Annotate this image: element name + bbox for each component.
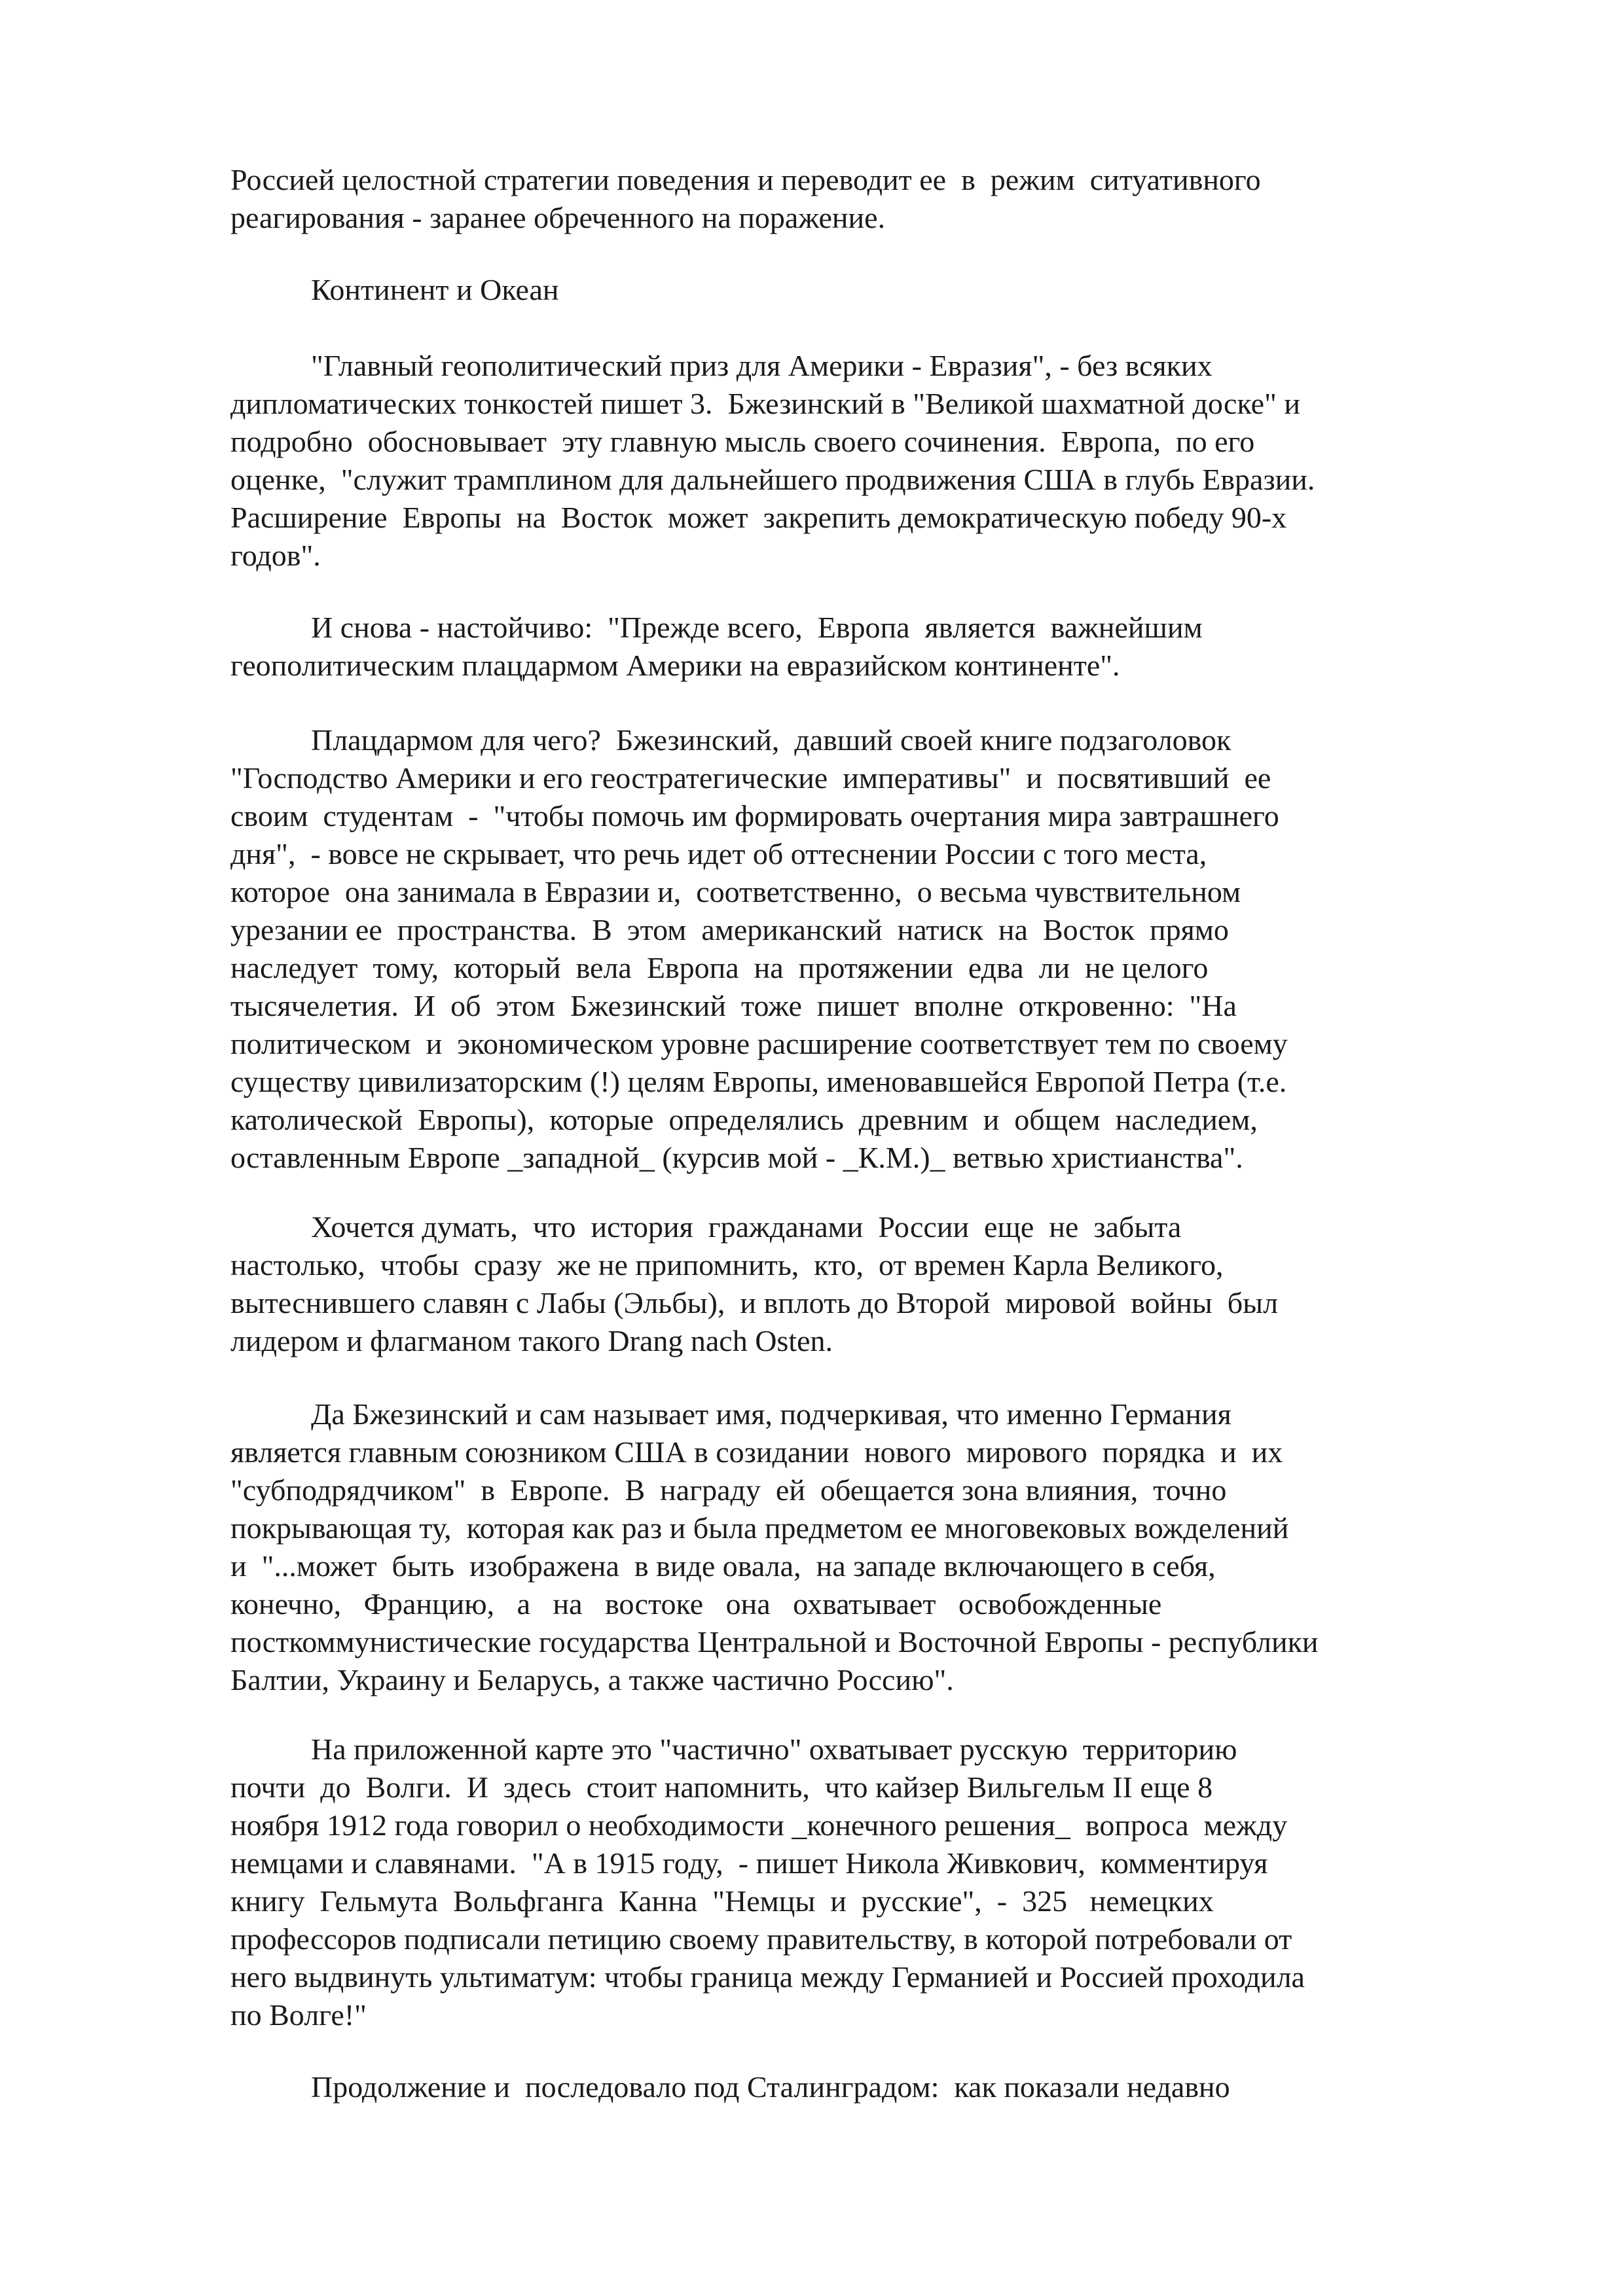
- text-line: "Господство Америки и его геостратегические императивы" и посвятивший ее: [230, 761, 1271, 795]
- text-line: И снова - настойчиво: "Прежде всего, Европа является важнейшим: [311, 611, 1203, 644]
- text-line: немцами и славянами. "А в 1915 году, - пишет Никола Живкович, комментируя: [230, 1846, 1268, 1880]
- text-line: реагирования - заранее обреченного на поражение.: [230, 201, 886, 234]
- paragraph: [230, 1731, 1429, 2034]
- text-line: книгу Гельмута Вольфганга Канна "Немцы и русские", - 325 немецких: [230, 1884, 1214, 1918]
- text-line: лидером и флагманом такого Drang nach Osten.: [230, 1324, 833, 1357]
- text-line: политическом и экономическом уровне расширение соответствует тем по своему: [230, 1027, 1288, 1060]
- text-line: профессоров подписали петицию своему правительству, в которой потребовали от: [230, 1922, 1292, 1956]
- paragraph: [230, 609, 1429, 685]
- text-line: На приложенной карте это "частично" охватывает русскую территорию: [311, 1732, 1237, 1766]
- text-line: подробно обосновывает эту главную мысль своего сочинения. Европа, по его: [230, 425, 1255, 458]
- text-line: является главным союзником США в созидании нового мирового порядка и их: [230, 1435, 1283, 1469]
- paragraph: [230, 347, 1429, 575]
- text-line: по Волге!": [230, 1998, 367, 2032]
- text-line: конечно, Францию, а на востоке она охватывает освобожденные: [230, 1587, 1162, 1621]
- text-line: Хочется думать, что история гражданами России еще не забыта: [311, 1210, 1182, 1244]
- text-line: Плацдармом для чего? Бжезинский, давший своей книге подзаголовок: [311, 723, 1231, 757]
- text-line: своим студентам - "чтобы помочь им формировать очертания мира завтрашнего: [230, 799, 1279, 833]
- paragraph: [230, 721, 1429, 1177]
- text-line: годов".: [230, 539, 321, 572]
- paragraph: [230, 1208, 1429, 1360]
- paragraph-continuation: [230, 161, 1429, 237]
- text-line: вытеснившего славян с Лабы (Эльбы), и вплоть до Второй мировой войны был: [230, 1286, 1279, 1319]
- text-line: настолько, чтобы сразу же не припомнить, кто, от времен Карла Великого,: [230, 1248, 1224, 1282]
- text-line: Россией целостной стратегии поведения и переводит ее в режим ситуативного: [230, 163, 1261, 196]
- text-line: него выдвинуть ультиматум: чтобы граница между Германией и Россией проходила: [230, 1960, 1305, 1994]
- text-line: которое она занимала в Евразии и, соответственно, о весьма чувствительном: [230, 875, 1241, 908]
- paragraph: [230, 1395, 1429, 1699]
- text-line: Расширение Европы на Восток может закрепить демократическую победу 90-х: [230, 501, 1287, 534]
- text-line: католической Европы), которые определялись древним и общем наследием,: [230, 1103, 1258, 1136]
- paragraph: [230, 2068, 1429, 2106]
- text-line: покрывающая ту, которая как раз и была предметом ее многовековых вожделений: [230, 1511, 1289, 1545]
- text-line: тысячелетия. И об этом Бжезинский тоже пишет вполне откровенно: "На: [230, 989, 1237, 1022]
- text-line: урезании ее пространства. В этом американский натиск на Восток прямо: [230, 913, 1229, 946]
- text-line: посткоммунистические государства Центральной и Восточной Европы - республики: [230, 1625, 1319, 1659]
- text-line: "субподрядчиком" в Европе. В награду ей обещается зона влияния, точно: [230, 1473, 1227, 1507]
- text-line: дипломатических тонкостей пишет 3. Бжезинский в "Великой шахматной доске" и: [230, 387, 1300, 420]
- text-line: дня", - вовсе не скрывает, что речь идет об оттеснении России с того места,: [230, 837, 1207, 870]
- text-line: наследует тому, который вела Европа на протяжении едва ли не целого: [230, 951, 1209, 984]
- text-line: оставленным Европе _западной_ (курсив мой - _К.М.)_ ветвью христианства".: [230, 1141, 1243, 1174]
- text-line: существу цивилизаторским (!) целям Европы, именовавшейся Европой Петра (т.е.: [230, 1065, 1287, 1098]
- text-line: почти до Волги. И здесь стоит напомнить, что кайзер Вильгельм II еще 8: [230, 1770, 1213, 1804]
- text-line: Да Бжезинский и сам называет имя, подчеркивая, что именно Германия: [311, 1397, 1231, 1431]
- text-line: и "...может быть изображена в виде овала, на западе включающего в себя,: [230, 1549, 1216, 1583]
- text-line: оценке, "служит трамплином для дальнейшего продвижения США в глубь Евразии.: [230, 463, 1315, 496]
- section-heading: [230, 271, 1429, 309]
- heading-text: Континент и Океан: [311, 273, 559, 306]
- text-line: Балтии, Украину и Беларусь, а также частично Россию".: [230, 1663, 954, 1696]
- text-line: геополитическим плацдармом Америки на евразийском континенте".: [230, 649, 1120, 682]
- text-line: Продолжение и последовало под Сталинградом: как показали недавно: [311, 2070, 1230, 2104]
- text-line: "Главный геополитический приз для Америки - Евразия", - без всяких: [311, 349, 1213, 382]
- text-line: ноября 1912 года говорил о необходимости _конечного решения_ вопроса между: [230, 1808, 1288, 1842]
